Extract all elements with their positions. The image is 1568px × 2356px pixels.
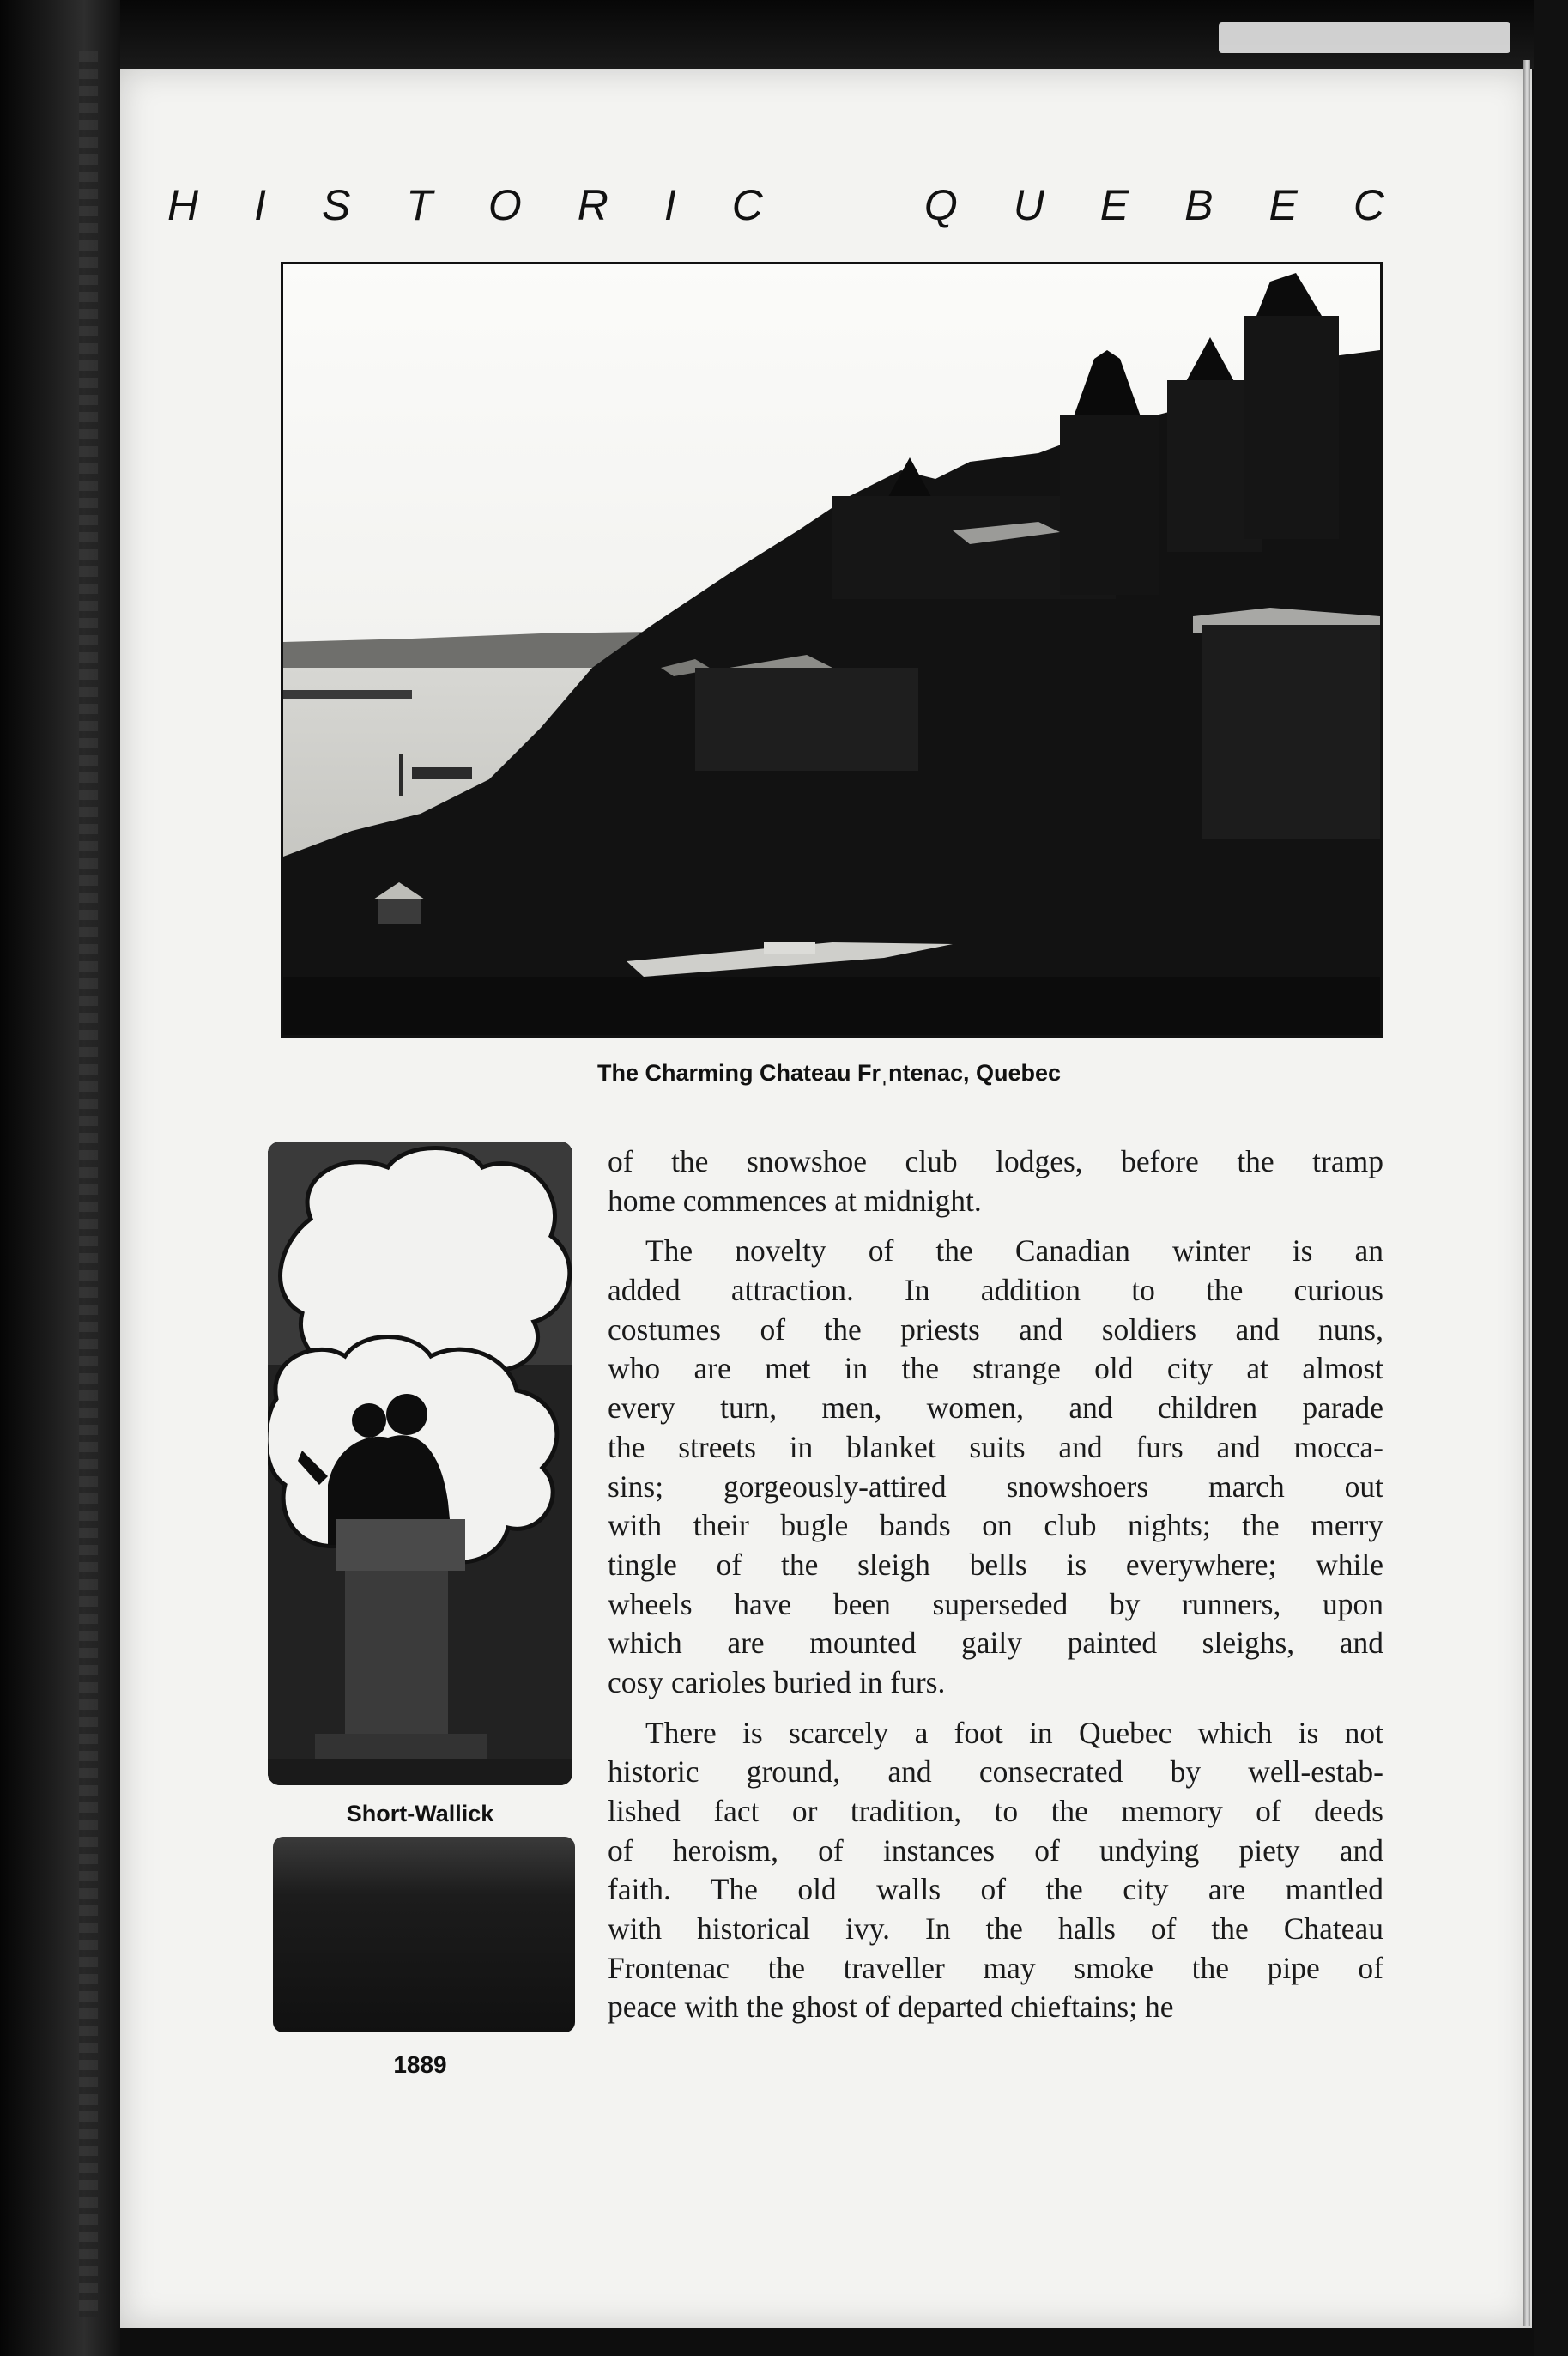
body-line: of the snowshoe club lodges, before the tramp	[608, 1144, 1383, 1178]
running-head-letter: E	[1268, 181, 1299, 229]
paragraph-gap	[608, 1220, 1383, 1232]
running-head-letter: I	[254, 181, 268, 229]
body-line: historic ground, and consecrated by well-estab-	[608, 1754, 1383, 1790]
running-head-letter: T	[406, 181, 434, 229]
body-line: home commences at midnight.	[608, 1183, 982, 1218]
body-line: peace with the ghost of departed chieftains; he	[608, 1990, 1174, 2025]
running-head-letter: H	[167, 181, 201, 229]
body-line: costumes of the priests and soldiers and nuns,	[608, 1311, 1383, 1347]
running-head-letter: Q	[923, 181, 960, 229]
body-line: with their bugle bands on club nights; the merry	[608, 1508, 1383, 1543]
body-line: The novelty of the Canadian winter is an	[645, 1233, 1383, 1269]
running-head-letter: E	[1099, 181, 1131, 229]
cartoon-illustration	[268, 1142, 572, 1785]
body-line: lished fact or tradition, to the memory of deeds	[608, 1794, 1383, 1828]
body-line: which are mounted gaily painted sleighs, and	[608, 1626, 1383, 1661]
running-head-letter: S	[321, 181, 353, 229]
cartoon-year: 1889	[393, 2051, 447, 2078]
paragraph-gap	[608, 1703, 1383, 1714]
body-line: added attraction. In addition to the curious	[608, 1273, 1383, 1308]
body-line: There is scarcely a foot in Quebec which is not	[645, 1715, 1383, 1750]
body-line: tingle of the sleigh bells is everywhere; while	[608, 1547, 1383, 1582]
body-line: of heroism, of instances of undying piety and	[608, 1832, 1383, 1868]
running-head-letter: I	[663, 181, 678, 229]
body-line: the streets in blanket suits and furs and mocca-	[608, 1429, 1383, 1464]
running-head-letter: C	[731, 181, 765, 229]
film-right-border	[1534, 0, 1568, 2356]
body-line: who are met in the strange old city at almost	[608, 1351, 1383, 1386]
running-head-gap	[819, 180, 870, 230]
body-line: sins; gorgeously-attired snowshoers march out	[608, 1469, 1383, 1504]
body-line: with historical ivy. In the halls of the Chateau	[608, 1911, 1383, 1947]
cartoon-lower-panel	[273, 1837, 575, 2032]
running-head-letter: U	[1013, 181, 1046, 229]
film-perforation-strip	[79, 51, 98, 2317]
body-line: Frontenac the traveller may smoke the pipe of	[608, 1950, 1383, 1985]
running-head-letter: R	[577, 181, 610, 229]
film-frame-mark	[1219, 22, 1510, 53]
page-binding-edge	[1523, 60, 1530, 2326]
running-head-letter: O	[487, 181, 524, 229]
cartoon-credit: Short-Wallick	[346, 1801, 494, 1826]
body-line: cosy carioles buried in furs.	[608, 1664, 946, 1699]
body-text	[608, 1142, 1383, 2027]
body-line: every turn, men, women, and children parade	[608, 1390, 1383, 1426]
chateau-frontenac-illustration	[283, 264, 1380, 1035]
photo-caption: The Charming Chateau Frˌntenac, Quebec	[596, 1060, 1062, 1086]
body-line: wheels have been superseded by runners, upon	[608, 1586, 1383, 1621]
running-head-letter: B	[1184, 181, 1215, 229]
film-top-border	[0, 0, 1568, 69]
running-head-letter: C	[1353, 181, 1386, 229]
running-head	[167, 180, 1386, 230]
chateau-frontenac-photo	[281, 262, 1383, 1038]
body-line: faith. The old walls of the city are mantled	[608, 1872, 1383, 1907]
snowshoe-cartoon	[268, 1142, 572, 1785]
film-left-border	[0, 0, 120, 2356]
